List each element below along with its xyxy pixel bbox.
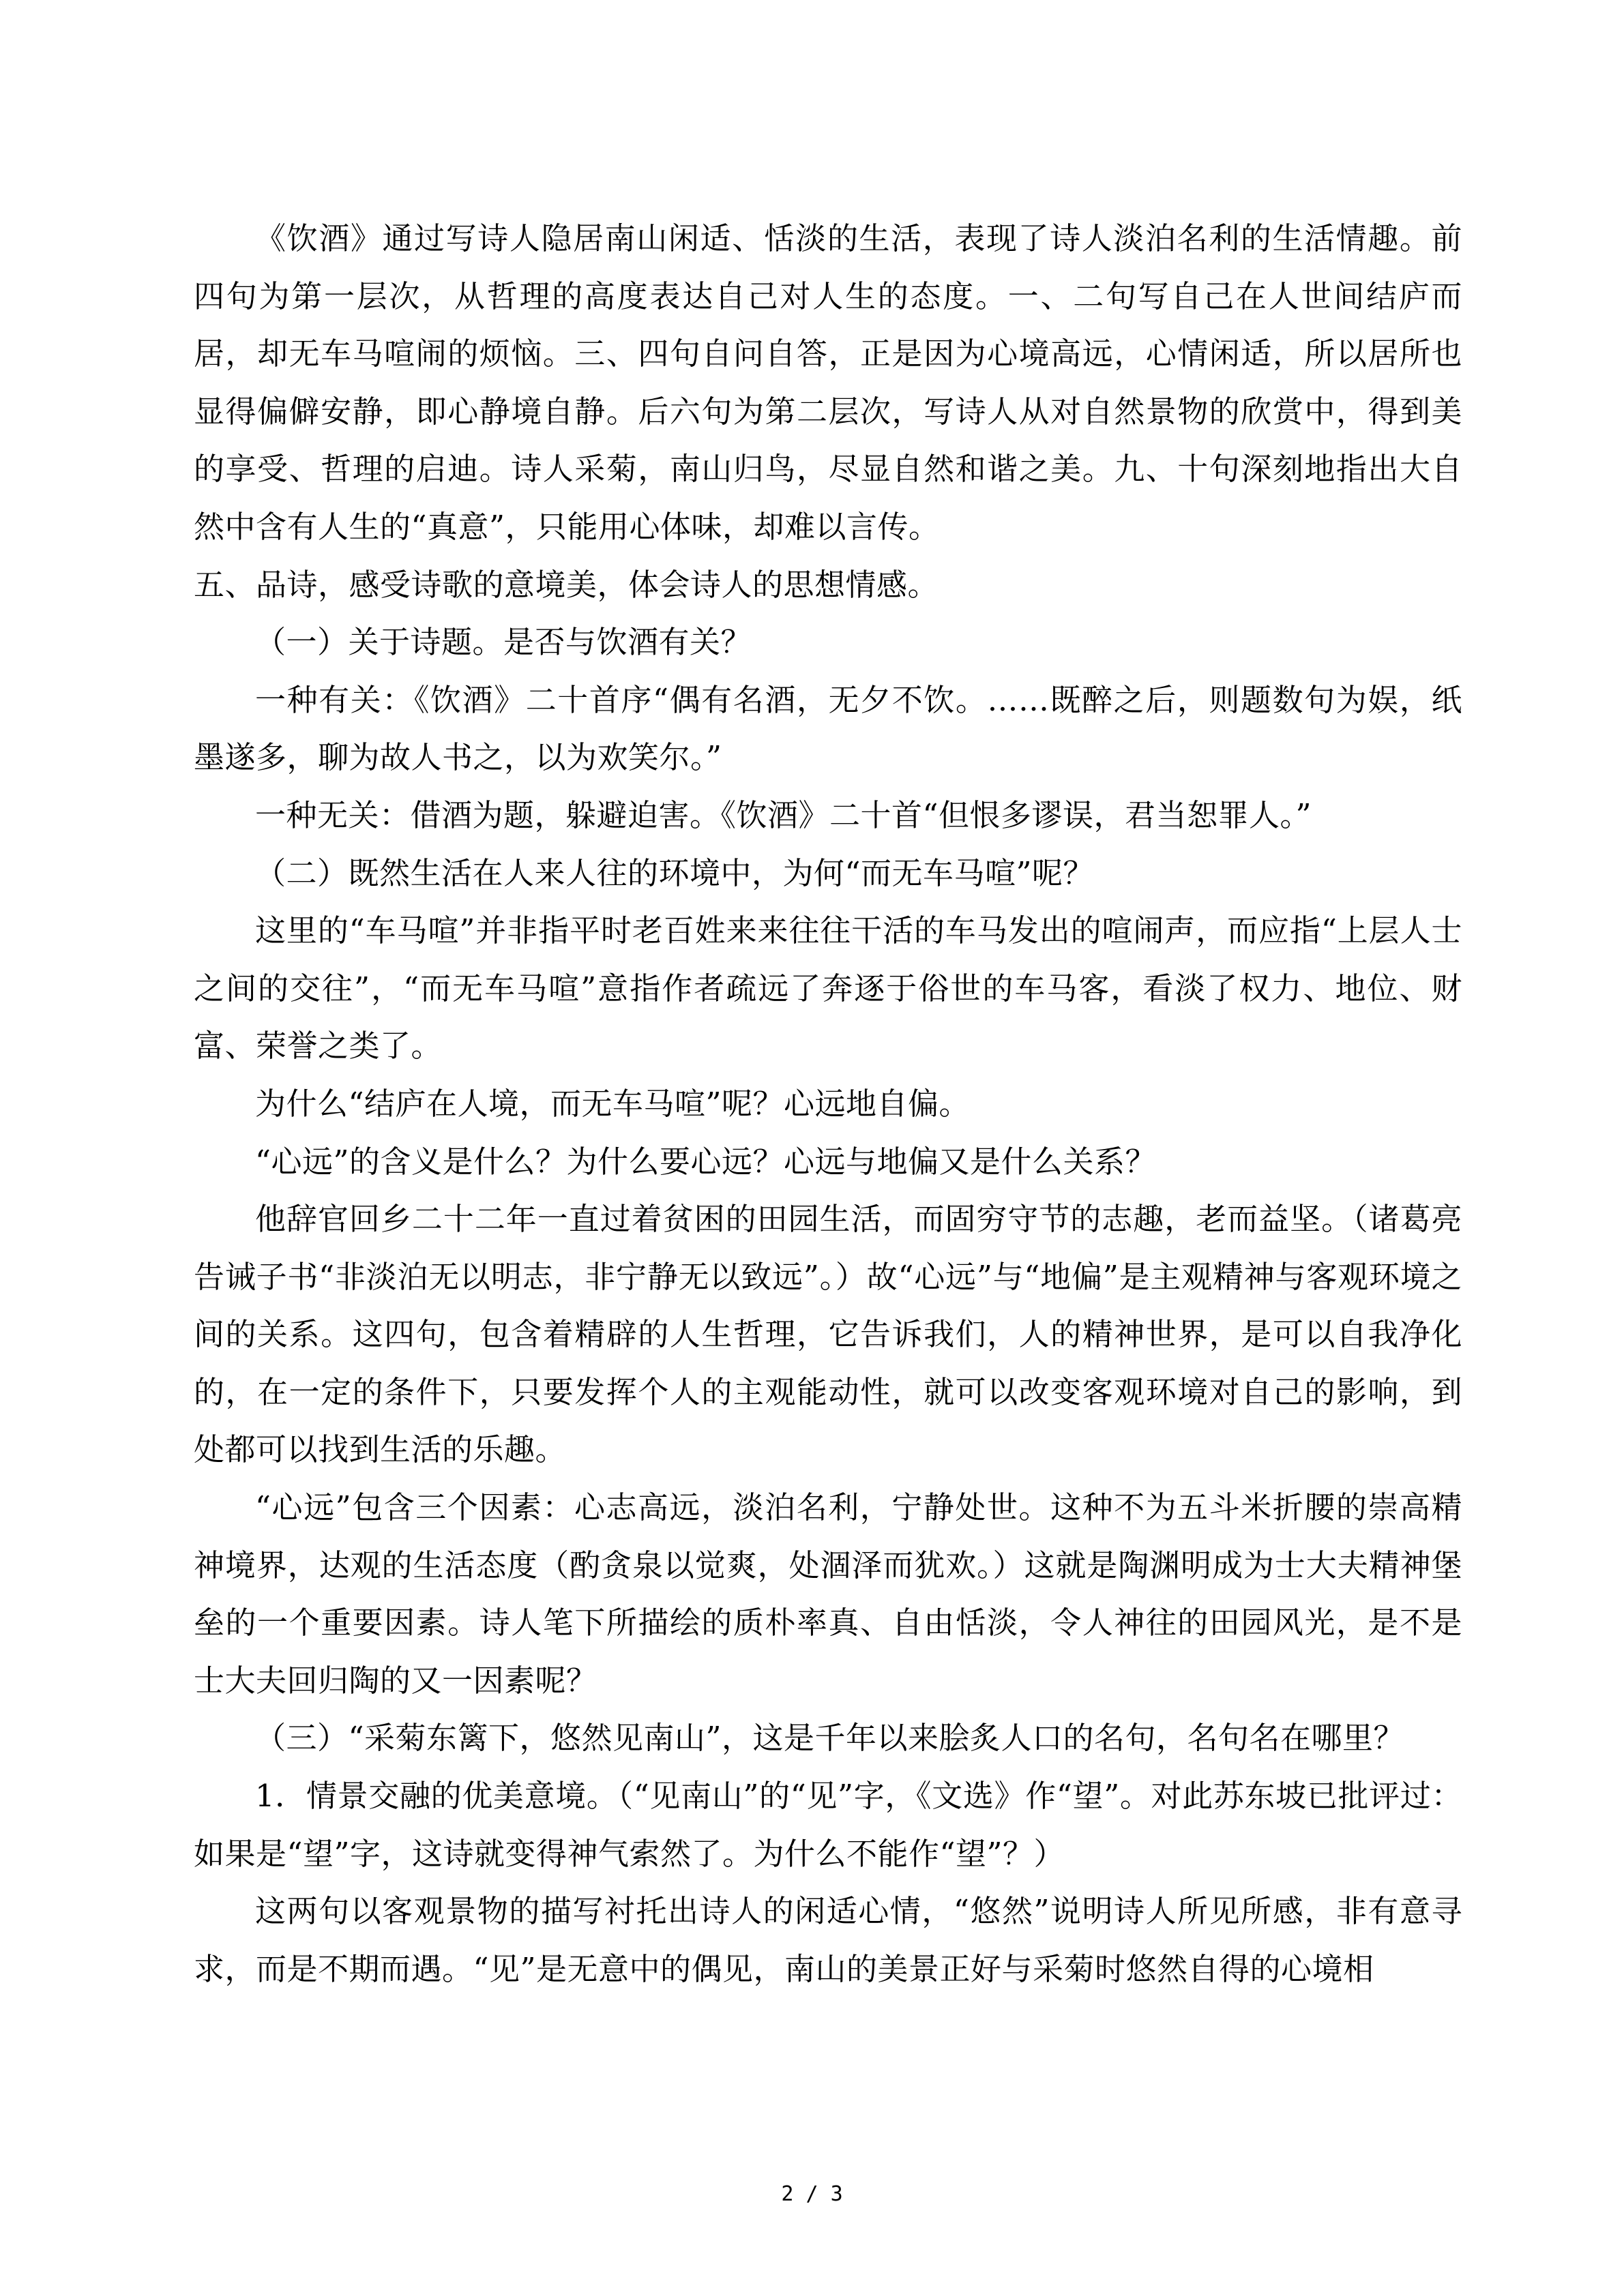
paragraph-related: 一种有关：《饮酒》二十首序“偶有名酒，无夕不饮。……既醉之后，则题数句为娱，纸墨遂多，聊为故人书之，以为欢笑尔。” [194, 681, 1462, 776]
paragraph-factors: “心远”包含三个因素：心志高远，淡泊名利，宁静处世。这种不为五斗米折腰的崇高精神境界，达观的生活态度（酌贪泉以觉爽，处涸泽而犹欢。）这就是陶渊明成为士大夫精神堡垒的一个重要因素。诗人笔下所描绘的质朴率真、自由恬淡，令人神往的田园风光，是不是士大夫回归陶的又一因素呢？ [194, 1489, 1462, 1699]
paragraph-question-why: 为什么“结庐在人境，而无车马喧”呢？心远地自偏。 [255, 1085, 971, 1122]
paragraph-unrelated: 一种无关：借酒为题，躲避迫害。《饮酒》二十首“但恨多谬误，君当恕罪人。” [255, 796, 1312, 833]
subheading-two: （二）既然生活在人来人往的环境中，为何“而无车马喧”呢？ [255, 854, 1095, 891]
paragraph-analysis: 这两句以客观景物的描写衬托出诗人的闲适心情，“悠然”说明诗人所见所感，非有意寻求，而是不期而遇。“见”是无意中的偶见，南山的美景正好与采菊时悠然自得的心境相 [194, 1893, 1462, 1987]
paragraph-question-meaning: “心远”的含义是什么？为什么要心远？心远与地偏又是什么关系？ [255, 1143, 1157, 1180]
subheading-one: （一）关于诗题。是否与饮酒有关？ [255, 624, 752, 661]
section-heading-five: 五、品诗，感受诗歌的意境美，体会诗人的思想情感。 [194, 566, 939, 603]
subheading-three: （三）“采菊东篱下，悠然见南山”，这是千年以来脍炙人口的名句，名句名在哪里？ [255, 1720, 1405, 1757]
document-body [194, 210, 1462, 1998]
paragraph-summary: 《饮酒》通过写诗人隐居南山闲适、恬淡的生活，表现了诗人淡泊名利的生活情趣。前四句为第一层次，从哲理的高度表达自己对人生的态度。一、二句写自己在人世间结庐而居，却无车马喧闹的烦恼。三、四句自问自答，正是因为心境高远，心情闲适，所以居所也显得偏僻安静，即心静境自静。后六句为第二层次，写诗人从对自然景物的欣赏中，得到美的享受、哲理的启迪。诗人采菊，南山归鸟，尽显自然和谐之美。九、十句深刻地指出大自然中含有人生的“真意”，只能用心体味，却难以言传。 [194, 220, 1462, 545]
page-number: 2 / 3 [781, 2182, 843, 2206]
paragraph-point-one: 1．情景交融的优美意境。（“见南山”的“见”字，《文选》作“望”。对此苏东坡已批评过：如果是“望”字，这诗就变得神气索然了。为什么不能作“望”？） [194, 1778, 1462, 1872]
paragraph-philosophy: 他辞官回乡二十二年一直过着贫困的田园生活，而固穷守节的志趣，老而益坚。（诸葛亮告诫子书“非淡泊无以明志，非宁静无以致远”。）故“心远”与“地偏”是主观精神与客观环境之间的关系。这四句，包含着精辟的人生哲理，它告诉我们，人的精神世界，是可以自我净化的，在一定的条件下，只要发挥个人的主观能动性，就可以改变客观环境对自己的影响，到处都可以找到生活的乐趣。 [194, 1201, 1462, 1468]
paragraph-carriage: 这里的“车马喧”并非指平时老百姓来来往往干活的车马发出的喧闹声，而应指“上层人士之间的交往”，“而无车马喧”意指作者疏远了奔逐于俗世的车马客，看淡了权力、地位、财富、荣誉之类了。 [194, 912, 1462, 1064]
